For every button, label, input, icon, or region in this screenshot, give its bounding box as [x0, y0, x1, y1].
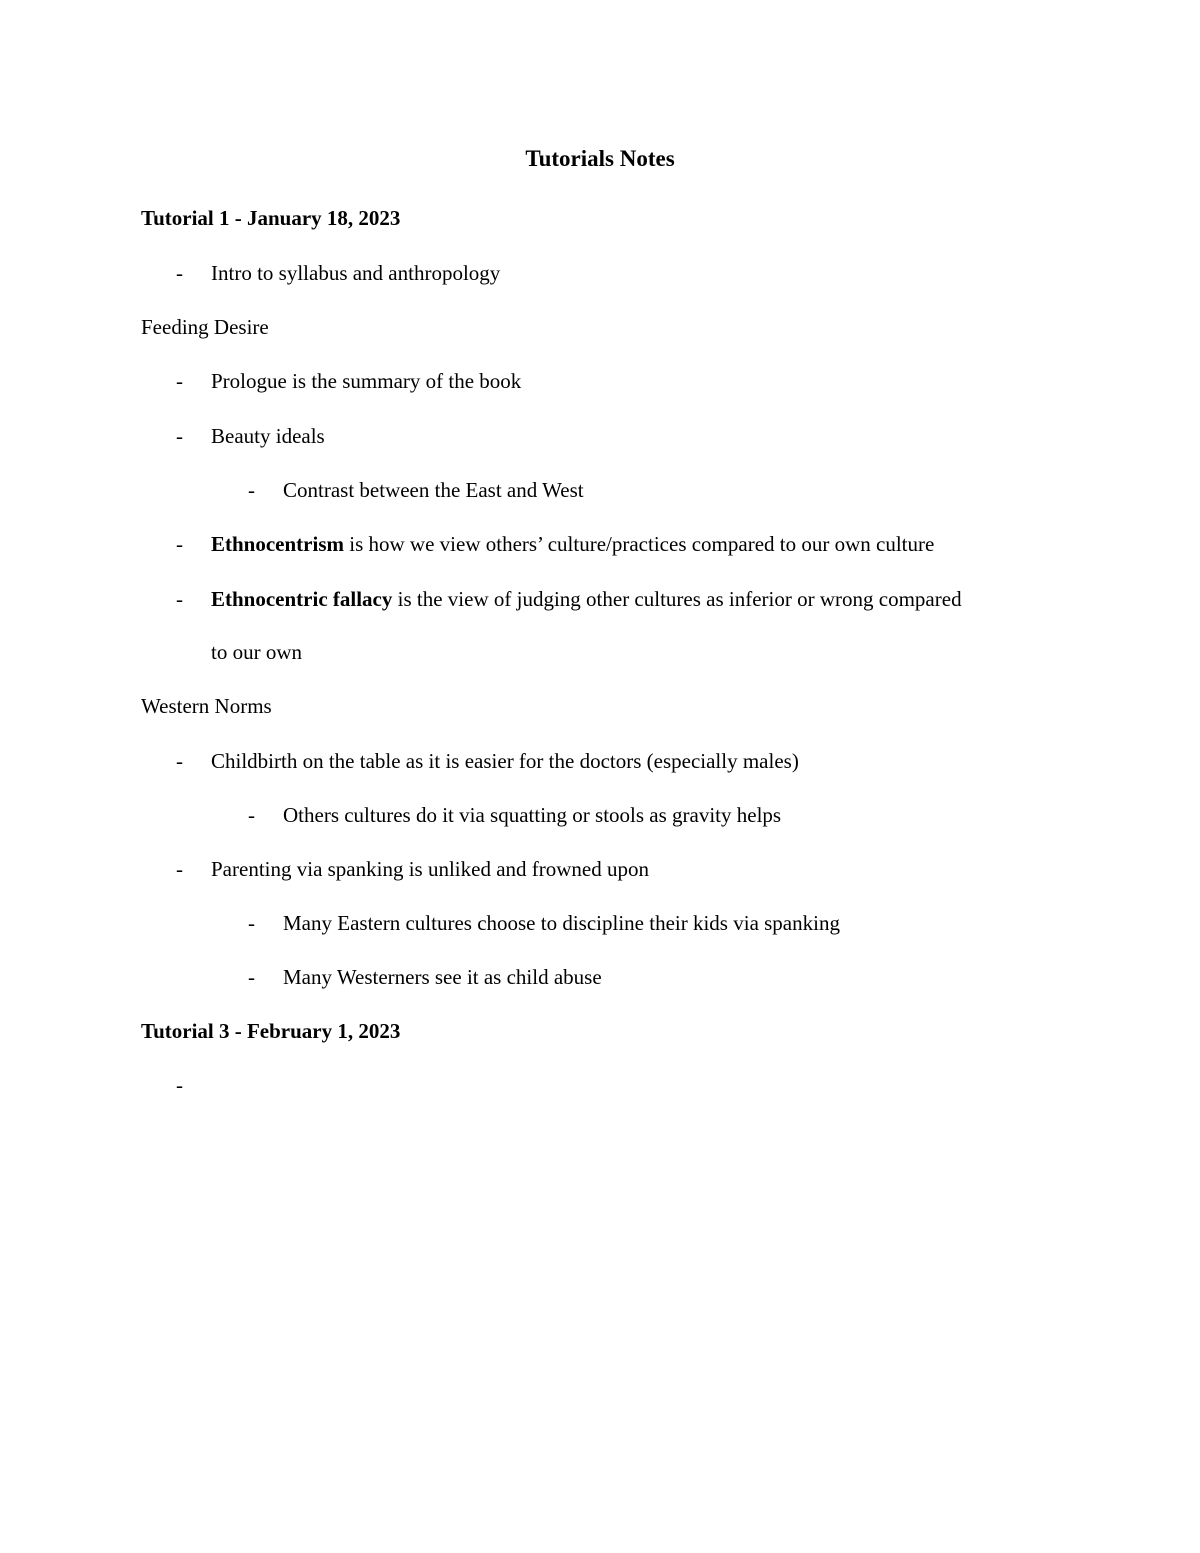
sub-bullet-dash: -	[248, 965, 255, 989]
bullet-childbirth: Childbirth on the table as it is easier for the doctors (especially males)	[211, 749, 799, 773]
bullet-dash: -	[176, 587, 183, 611]
bullet-dash: -	[176, 749, 183, 773]
term-ethnocentric-fallacy: Ethnocentric fallacy	[211, 587, 393, 611]
bullet-intro: Intro to syllabus and anthropology	[211, 261, 501, 285]
tutorial-3-heading: Tutorial 3 - February 1, 2023	[141, 1019, 401, 1043]
tutorial-1-heading: Tutorial 1 - January 18, 2023	[141, 206, 401, 230]
bullet-dash: -	[176, 261, 183, 285]
definition-ethnocentrism: is how we view others’ culture/practices compared to our own culture	[344, 532, 935, 556]
sub-bullet-eastern: Many Eastern cultures choose to discipline their kids via spanking	[283, 911, 840, 935]
term-ethnocentrism: Ethnocentrism	[211, 532, 344, 556]
bullet-dash: -	[176, 369, 183, 393]
bullet-dash: -	[176, 424, 183, 448]
sub-bullet-dash: -	[248, 803, 255, 827]
sub-bullet-others-cultures: Others cultures do it via squatting or stools as gravity helps	[283, 803, 782, 827]
bullet-dash-empty: -	[176, 1073, 183, 1097]
section-feeding-desire: Feeding Desire	[141, 315, 269, 339]
definition-fallacy-line2: to our own	[211, 640, 302, 664]
bullet-dash: -	[176, 532, 183, 556]
bullet-ethnocentrism	[211, 534, 934, 555]
bullet-beauty: Beauty ideals	[211, 424, 325, 448]
bullet-dash: -	[176, 857, 183, 881]
sub-bullet-dash: -	[248, 911, 255, 935]
bullet-fallacy	[211, 589, 962, 610]
bullet-prologue: Prologue is the summary of the book	[211, 369, 522, 393]
page-title: Tutorials Notes	[525, 146, 675, 171]
sub-bullet-dash: -	[248, 478, 255, 502]
sub-bullet-westerners: Many Westerners see it as child abuse	[283, 965, 602, 989]
section-western-norms: Western Norms	[141, 694, 272, 718]
definition-fallacy-line1: is the view of judging other cultures as inferior or wrong compared	[392, 587, 962, 611]
bullet-parenting: Parenting via spanking is unliked and frowned upon	[211, 857, 650, 881]
sub-bullet-contrast: Contrast between the East and West	[283, 478, 584, 502]
